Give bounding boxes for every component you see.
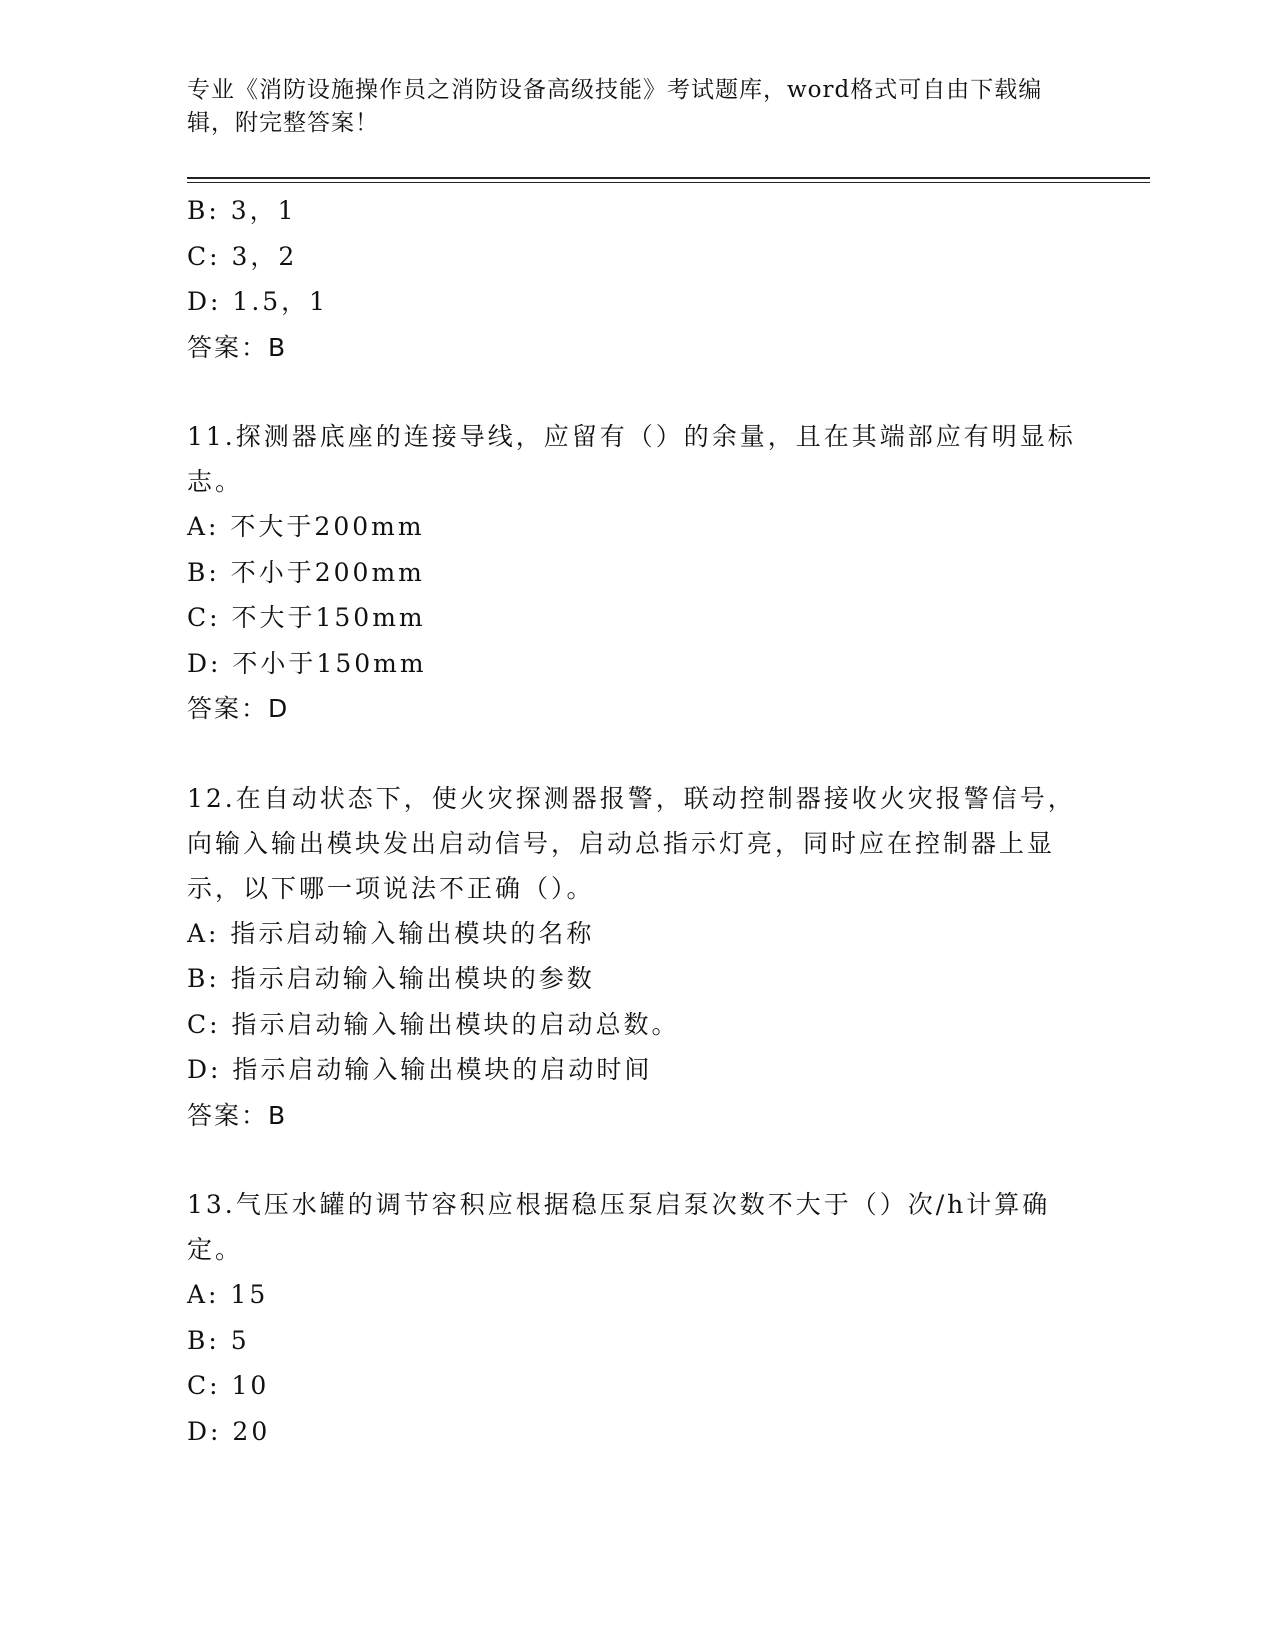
option-d: D: 1.5，1: [187, 287, 329, 316]
answer-line: 答案：B: [187, 1100, 288, 1130]
option-d: D: 20: [187, 1416, 271, 1446]
option-a: A: 指示启动输入输出模块的名称: [187, 918, 595, 948]
header-divider-thin: [187, 182, 1150, 183]
option-c: C: 指示启动输入输出模块的启动总数。: [187, 1009, 680, 1039]
option-c: C: 10: [187, 1371, 270, 1400]
option-d: D: 不小于150mm: [187, 648, 427, 678]
question-10-tail: [187, 188, 1077, 370]
page-header: 专业《消防设施操作员之消防设备高级技能》考试题库，word格式可自由下载编辑，附完整答案！: [187, 77, 1043, 136]
option-a: A: 15: [187, 1280, 269, 1309]
option-c: C: 不大于150mm: [187, 603, 426, 632]
question-11: [187, 414, 1077, 732]
question-list: [187, 188, 1077, 1454]
option-b: B: 指示启动输入输出模块的参数: [187, 964, 595, 993]
answer-line: 答案：B: [187, 332, 288, 362]
option-a: A: 不大于200mm: [187, 512, 425, 541]
question-stem: 11.探测器底座的连接导线，应留有（）的余量，且在其端部应有明显标志。: [187, 422, 1076, 496]
option-b: B: 3，1: [187, 196, 297, 225]
question-13: [187, 1182, 1077, 1454]
question-stem: 12.在自动状态下，使火灾探测器报警，联动控制器接收火灾报警信号，向输入输出模块发出启动信号，启动总指示灯亮，同时应在控制器上显示，以下哪一项说法不正确（）。: [187, 783, 1076, 903]
option-b: B: 不小于200mm: [187, 557, 425, 587]
answer-line: 答案：D: [187, 694, 290, 723]
question-stem: 13.气压水罐的调节容积应根据稳压泵启泵次数不大于（）次/h计算确定。: [187, 1190, 1051, 1264]
option-d: D: 指示启动输入输出模块的启动时间: [187, 1055, 653, 1084]
option-b: B: 5: [187, 1325, 250, 1355]
option-c: C: 3，2: [187, 241, 298, 271]
header-divider-thick: [187, 177, 1150, 179]
question-12: [187, 776, 1077, 1139]
